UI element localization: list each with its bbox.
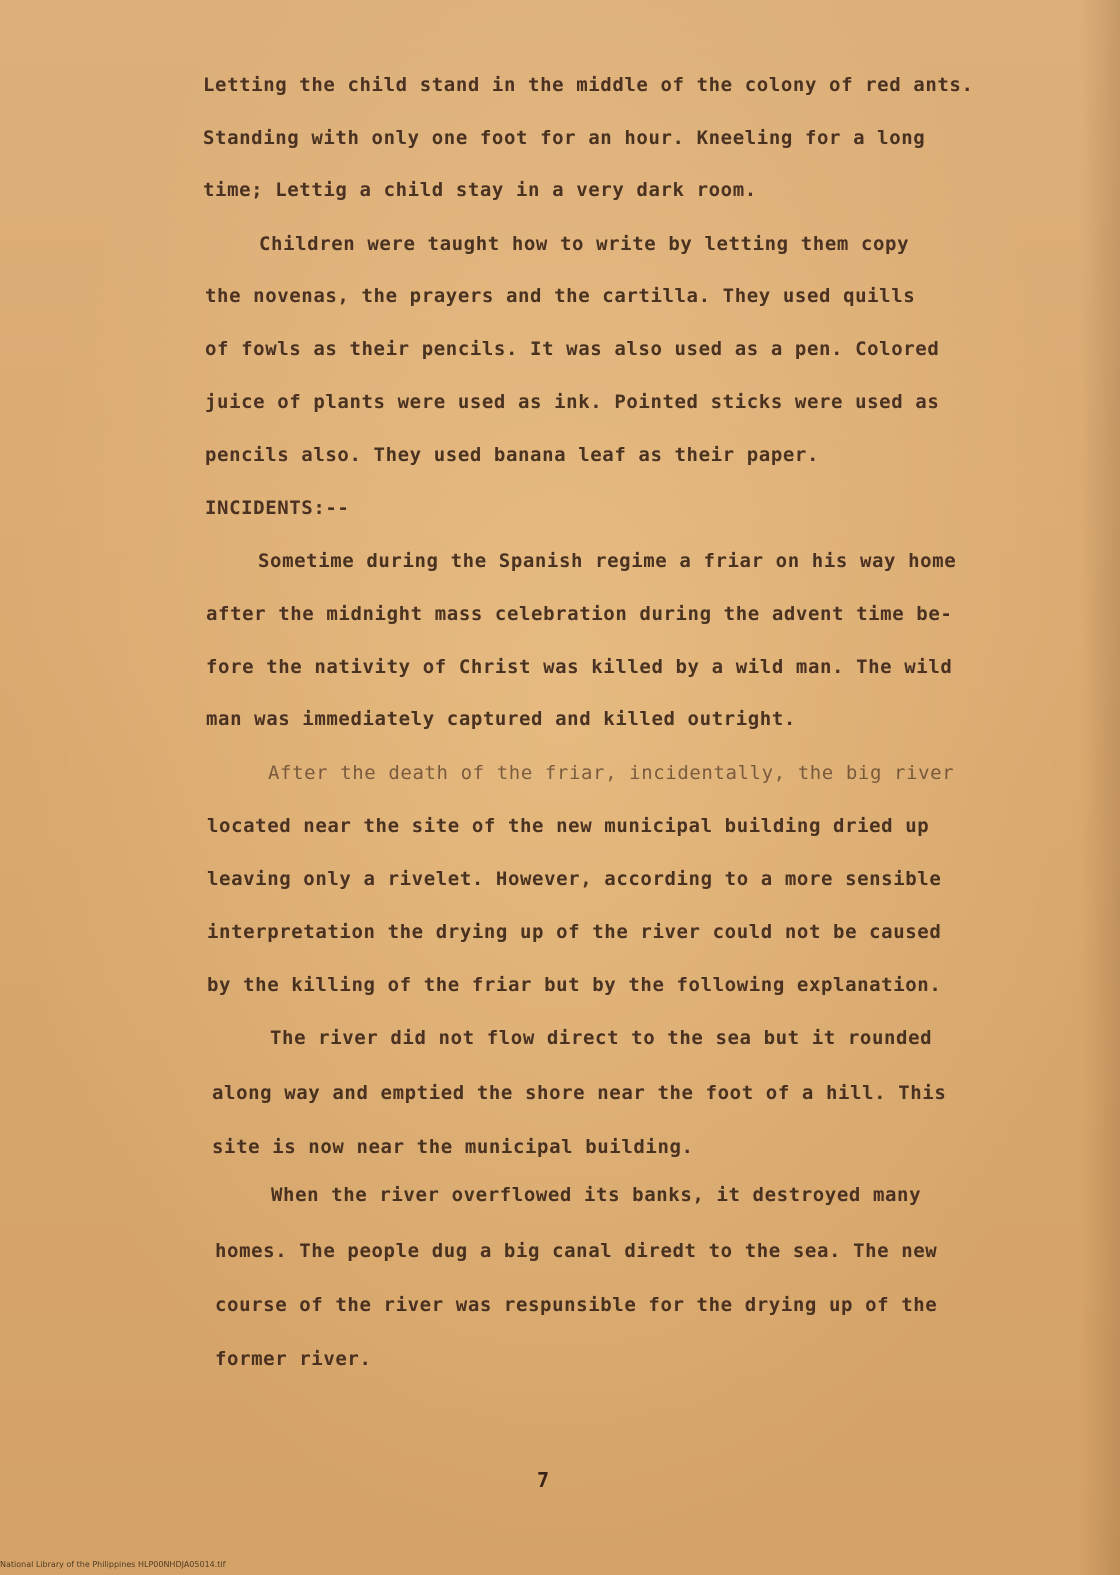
page-edge-shadow	[1080, 0, 1120, 1575]
text-line-19: The river did not flow direct to the sea but it rounded	[270, 1027, 933, 1049]
page-number: 7	[537, 1468, 550, 1492]
text-line-15: located near the site of the new municipal building dried up	[207, 815, 930, 837]
archive-footer: National Library of the Philippines HLP00NHDJA05014.tif	[0, 1560, 226, 1569]
text-line-16: leaving only a rivelet. However, according to a more sensible	[207, 868, 942, 890]
text-line-24: course of the river was respunsible for the drying up of the	[215, 1294, 938, 1316]
text-line-8: pencils also. They used banana leaf as their paper.	[205, 444, 819, 466]
text-line-4: Children were taught how to write by letting them copy	[259, 233, 910, 255]
text-line-11: after the midnight mass celebration during the advent time be-	[206, 603, 953, 625]
text-line-3: time; Lettig a child stay in a very dark room.	[203, 179, 757, 201]
text-line-20: along way and emptied the shore near the foot of a hill. This	[212, 1082, 947, 1104]
text-line-21: site is now near the municipal building.	[212, 1136, 694, 1158]
text-line-14: After the death of the friar, incidentally, the big river	[268, 762, 955, 784]
text-line-6: of fowls as their pencils. It was also used as a pen. Colored	[205, 338, 940, 360]
text-line-10: Sometime during the Spanish regime a friar on his way home	[258, 550, 957, 572]
text-line-13: man was immediately captured and killed outright.	[206, 708, 796, 730]
section-heading-incidents: INCIDENTS:--	[205, 497, 350, 519]
text-line-25: former river.	[215, 1348, 372, 1370]
text-line-2: Standing with only one foot for an hour. Kneeling for a long	[203, 127, 926, 149]
text-line-17: interpretation the drying up of the river could not be caused	[207, 921, 942, 943]
text-line-5: the novenas, the prayers and the cartilla. They used quills	[205, 285, 916, 307]
text-line-7: juice of plants were used as ink. Pointed sticks were used as	[205, 391, 940, 413]
text-line-22: When the river overflowed its banks, it destroyed many	[271, 1184, 922, 1206]
text-line-18: by the killing of the friar but by the following explanation.	[207, 974, 942, 996]
text-line-23: homes. The people dug a big canal diredt to the sea. The new	[215, 1240, 938, 1262]
text-line-12: fore the nativity of Christ was killed by a wild man. The wild	[206, 656, 953, 678]
text-line-1: Letting the child stand in the middle of the colony of red ants.	[203, 74, 974, 96]
